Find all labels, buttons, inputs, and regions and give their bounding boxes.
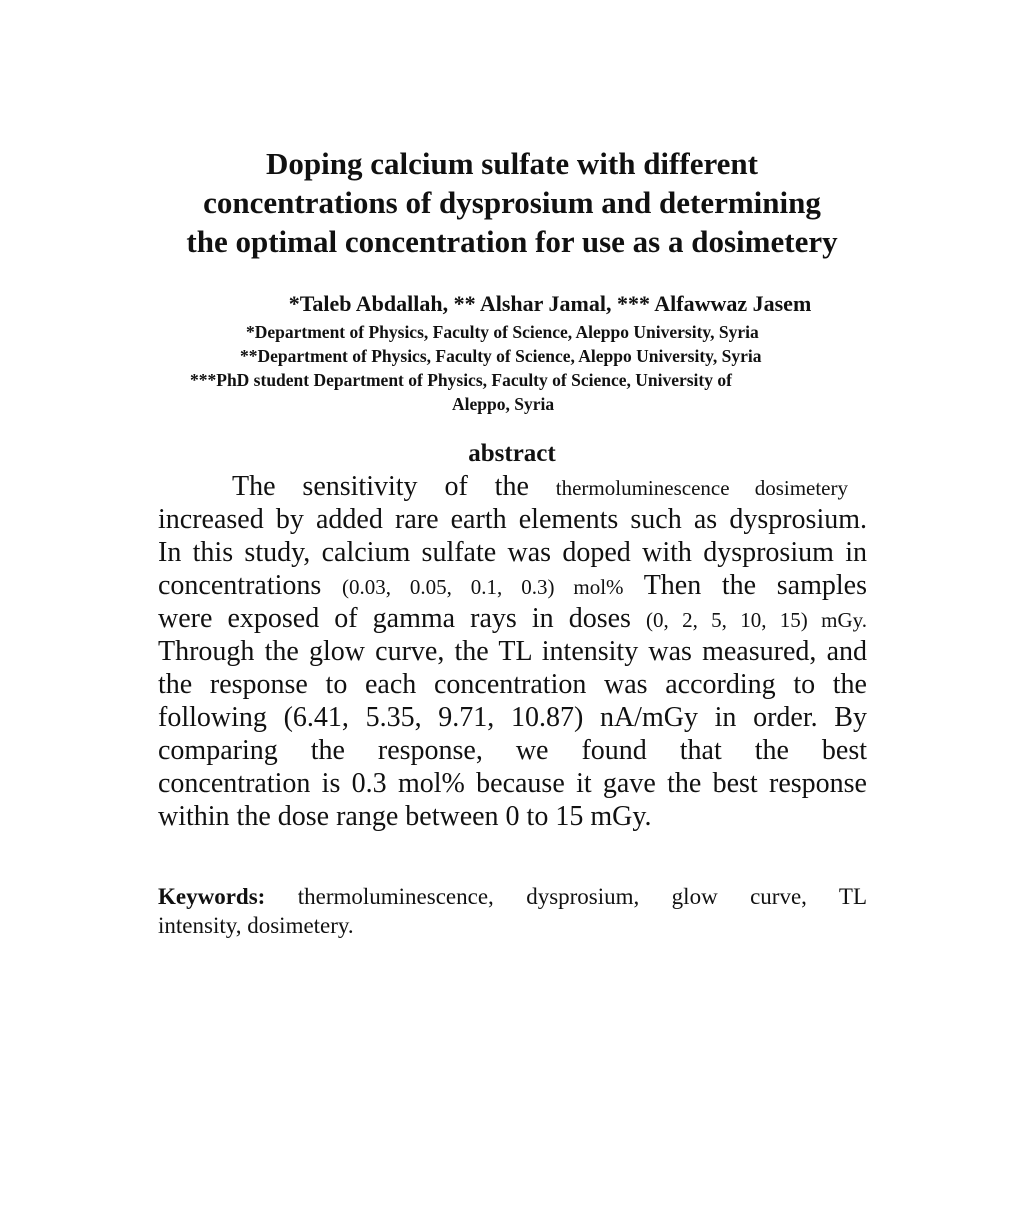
- keywords-line: intensity, dosimetery.: [158, 913, 354, 938]
- abstract-line: concentration is 0.3 mol% because it gave the best response: [158, 768, 867, 799]
- affiliation-line: Aleppo, Syria: [452, 394, 555, 414]
- paper-title: [150, 144, 874, 261]
- abstract-line: In this study, calcium sulfate was doped with dysprosium in: [158, 537, 867, 568]
- author-list: *Taleb Abdallah, ** Alshar Jamal, *** Alfawwaz Jasem: [288, 291, 812, 316]
- abstract-heading: abstract: [468, 440, 556, 467]
- abstract-text: Then the samples: [643, 570, 867, 601]
- affiliation-line: *Department of Physics, Faculty of Science, Aleppo University, Syria: [246, 322, 759, 342]
- abstract-text: were exposed of gamma rays in doses: [158, 603, 631, 634]
- abstract-line: [232, 470, 848, 505]
- keywords-text: thermoluminescence, dysprosium, glow curve, TL: [297, 884, 867, 909]
- keywords-line: [158, 882, 867, 911]
- title-line: Doping calcium sulfate with different: [266, 146, 758, 181]
- keywords-label: Keywords:: [158, 884, 266, 909]
- abstract-line: [158, 602, 867, 637]
- abstract-line: comparing the response, we found that the best: [158, 735, 867, 766]
- affiliation-line: ***PhD student Department of Physics, Faculty of Science, University of: [190, 370, 732, 390]
- abstract-text: (0, 2, 5, 10, 15) mGy.: [646, 608, 867, 632]
- abstract-text: The sensitivity of the: [232, 471, 529, 502]
- abstract-text: concentrations: [158, 570, 322, 601]
- abstract-line: [158, 569, 867, 604]
- abstract-line: within the dose range between 0 to 15 mGy.: [158, 801, 652, 832]
- abstract-line: increased by added rare earth elements such as dysprosium.: [158, 504, 867, 535]
- title-line: concentrations of dysprosium and determining: [203, 185, 821, 220]
- abstract-line: Through the glow curve, the TL intensity was measured, and: [158, 636, 867, 667]
- title-line: the optimal concentration for use as a dosimetery: [186, 224, 838, 259]
- abstract-line: the response to each concentration was according to the: [158, 669, 867, 700]
- abstract-text: (0.03, 0.05, 0.1, 0.3) mol%: [341, 575, 624, 599]
- abstract-line: following (6.41, 5.35, 9.71, 10.87) nA/mGy in order. By: [158, 702, 867, 733]
- abstract-text: thermoluminescence dosimetery: [555, 476, 849, 500]
- affiliation-line: **Department of Physics, Faculty of Science, Aleppo University, Syria: [240, 346, 762, 366]
